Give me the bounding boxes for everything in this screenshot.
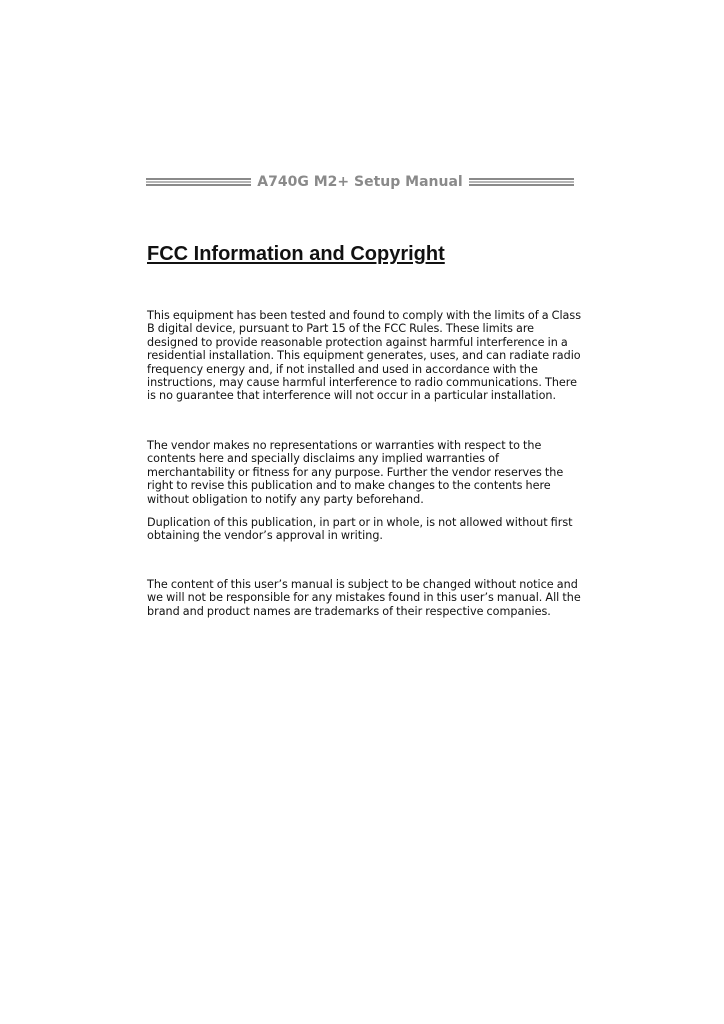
- trademark-paragraph: The content of this user’s manual is subject to be changed without notice and we will not be responsible for any mistakes found in this user’s manual. All the brand and product names are trademarks of their respective companies.: [147, 578, 581, 618]
- warranty-paragraph: The vendor makes no representations or warranties with respect to the contents here and specially disclaims any implied warranties of merchantability or fitness for any purpose. Further the vendor reserves the right to revise this publication and to make changes to the contents here without obligation to notify any party beforehand.: [147, 439, 564, 506]
- page-header: [146, 170, 574, 194]
- duplication-paragraph: Duplication of this publication, in part or in whole, is not allowed without first obtaining the vendor’s approval in writing.: [147, 516, 573, 543]
- header-title: A740G M2+ Setup Manual: [257, 174, 463, 190]
- document-title: FCC Information and Copyright: [147, 243, 445, 265]
- header-rule-right: [469, 178, 574, 186]
- fcc-paragraph: This equipment has been tested and found to comply with the limits of a Class B digital device, pursuant to Part 15 of the FCC Rules. These limits are designed to provide reasonable protection against harmful interference in a residential installation. This equipment generates, uses, and can radiate radio frequency energy and, if not installed and used in accordance with the instructions, may cause harmful interference to radio communications. There is no guarantee that interference will not occur in a particular installation.: [147, 309, 582, 403]
- header-rule-left: [146, 178, 251, 186]
